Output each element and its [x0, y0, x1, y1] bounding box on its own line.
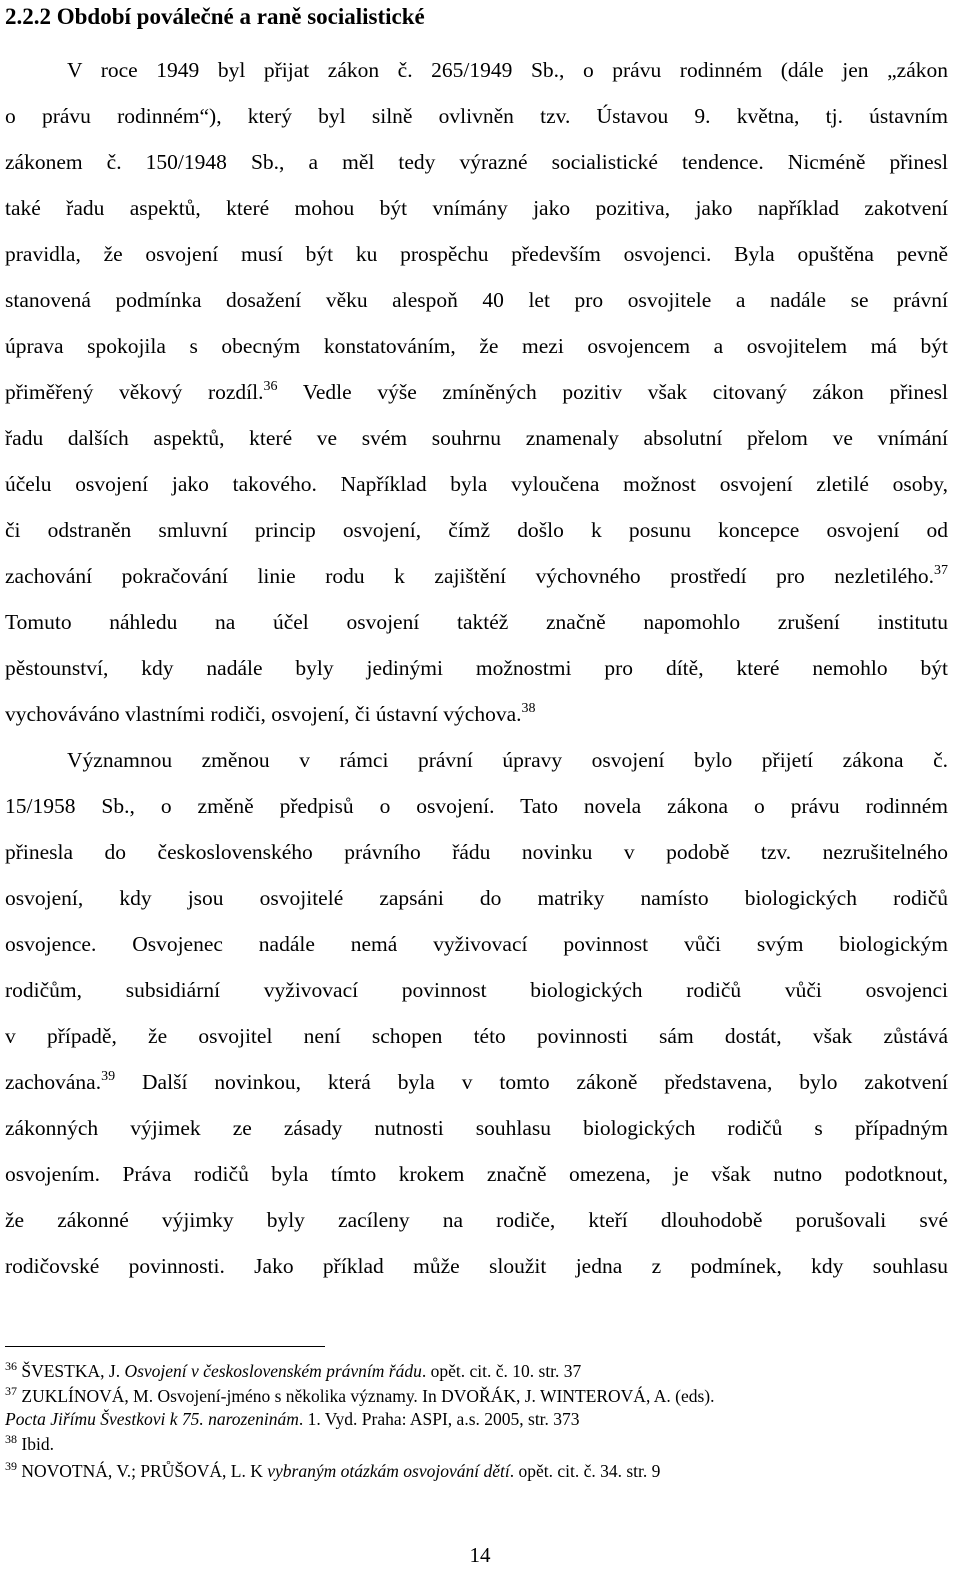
- text-line: pěstounství, kdy nadále byly jedinými možnostmi pro dítě, které nemohlo být: [5, 656, 948, 680]
- footnote-ref-36[interactable]: 36: [263, 379, 278, 394]
- footnote-ref-37[interactable]: 37: [934, 563, 948, 578]
- footnote-38: [5, 1433, 54, 1456]
- footnote-text: NOVOTNÁ, V.; PRŮŠOVÁ, L. K: [21, 1461, 268, 1481]
- footnote-number: 39: [5, 1459, 17, 1473]
- section-heading: 2.2.2 Období poválečné a raně socialistické: [5, 4, 425, 29]
- text-line: [5, 377, 948, 407]
- text-line: osvojení, kdy jsou osvojitelé zapsáni do matriky namísto biologických rodičů: [5, 886, 948, 910]
- text-line: Tomuto náhledu na účel osvojení taktéž značně napomohlo zrušení institutu: [5, 610, 948, 634]
- text-line: zákonných výjimek ze zásady nutnosti souhlasu biologických rodičů s případným: [5, 1116, 948, 1140]
- footnote-37: [5, 1385, 714, 1408]
- footnote-text: Ibid.: [21, 1434, 54, 1454]
- text-line: účelu osvojení jako takového. Například byla vyloučena možnost osvojení zletilé osoby,: [5, 472, 948, 496]
- text-line: o právu rodinném“), který byl silně ovlivněn tzv. Ústavou 9. května, tj. ústavním: [5, 104, 948, 128]
- text-line: osvojením. Práva rodičů byla tímto krokem značně omezena, je však nutno podotknout,: [5, 1162, 948, 1186]
- footnote-number: 38: [5, 1432, 17, 1446]
- text-line: přinesla do československého právního řádu novinku v podobě tzv. nezrušitelného: [5, 840, 948, 864]
- footnote-number: 37: [5, 1384, 17, 1398]
- text-line: v případě, že osvojitel není schopen této povinnosti sám dostát, však zůstává: [5, 1024, 948, 1048]
- text-line: také řadu aspektů, které mohou být vnímány jako pozitiva, jako například zakotvení: [5, 196, 948, 220]
- text-line: že zákonné výjimky byly zacíleny na rodiče, kteří dlouhodobě porušovali své: [5, 1208, 948, 1232]
- footnote-text: ZUKLÍNOVÁ, M. Osvojení-jméno s několika významy. In DVOŘÁK, J. WINTEROVÁ, A. (eds).: [21, 1386, 715, 1406]
- footnote-39: [5, 1460, 660, 1483]
- text-segment: Další novinkou, která byla v tomto zákoně představena, bylo zakotvení: [142, 1070, 949, 1094]
- footnote-ref-38[interactable]: 38: [521, 701, 536, 716]
- footnote-title: vybraným otázkám osvojování dětí: [267, 1461, 510, 1481]
- text-segment: zachování pokračování linie rodu k zajištění výchovného prostředí pro nezletilého.: [5, 564, 934, 588]
- text-segment: zachována.: [5, 1070, 102, 1094]
- footnote-37-continued: [5, 1408, 580, 1431]
- text-segment: vychováváno vlastními rodiči, osvojení, či ústavní výchova.: [5, 702, 522, 726]
- footnote-text: . opět. cit. č. 10. str. 37: [421, 1361, 582, 1381]
- text-line: či odstraněn smluvní princip osvojení, čímž došlo k posunu koncepce osvojení od: [5, 518, 948, 542]
- footnote-text: . 1. Vyd. Praha: ASPI, a.s. 2005, str. 373: [298, 1409, 580, 1429]
- text-line: rodičovské povinnosti. Jako příklad může sloužit jedna z podmínek, kdy souhlasu: [5, 1254, 948, 1278]
- text-line: osvojence. Osvojenec nadále nemá vyživovací povinnost vůči svým biologickým: [5, 932, 948, 956]
- footnote-text: . opět. cit. č. 34. str. 9: [509, 1461, 661, 1481]
- footnote-title: Pocta Jiřímu Švestkovi k 75. narozeninám: [5, 1409, 299, 1429]
- footnote-title: Osvojení v československém právním řádu: [124, 1361, 422, 1381]
- page-number: 14: [469, 1543, 491, 1567]
- text-line: 15/1958 Sb., o změně předpisů o osvojení. Tato novela zákona o právu rodinném: [5, 794, 948, 818]
- text-line: [5, 1067, 948, 1097]
- text-line: pravidla, že osvojení musí být ku prospěchu především osvojenci. Byla opuštěna pevně: [5, 242, 948, 266]
- text-line: stanovená podmínka dosažení věku alespoň 40 let pro osvojitele a nadále se právní: [5, 288, 948, 312]
- text-line: zákonem č. 150/1948 Sb., a měl tedy výrazné socialistické tendence. Nicméně přinesl: [5, 150, 948, 174]
- footnote-36: [5, 1360, 581, 1383]
- text-line: V roce 1949 byl přijat zákon č. 265/1949 Sb., o právu rodinném (dále jen „zákon: [67, 58, 948, 82]
- footnote-text: ŠVESTKA, J.: [21, 1361, 125, 1381]
- footnote-ref-39[interactable]: 39: [101, 1069, 116, 1084]
- text-segment: přiměřený věkový rozdíl.: [5, 380, 264, 404]
- text-line: úprava spokojila s obecným konstatováním, že mezi osvojencem a osvojitelem má být: [5, 334, 948, 358]
- footnote-separator: [5, 1346, 325, 1347]
- text-line: rodičům, subsidiární vyživovací povinnost biologických rodičů vůči osvojenci: [5, 978, 948, 1002]
- text-line: [5, 561, 948, 591]
- footnote-number: 36: [5, 1359, 17, 1373]
- text-line: řadu dalších aspektů, které ve svém souhrnu znamenaly absolutní přelom ve vnímání: [5, 426, 948, 450]
- text-line: Významnou změnou v rámci právní úpravy osvojení bylo přijetí zákona č.: [67, 748, 948, 772]
- text-segment: Vedle výše zmíněných pozitiv však citovaný zákon přinesl: [302, 380, 948, 404]
- text-line: [5, 699, 948, 729]
